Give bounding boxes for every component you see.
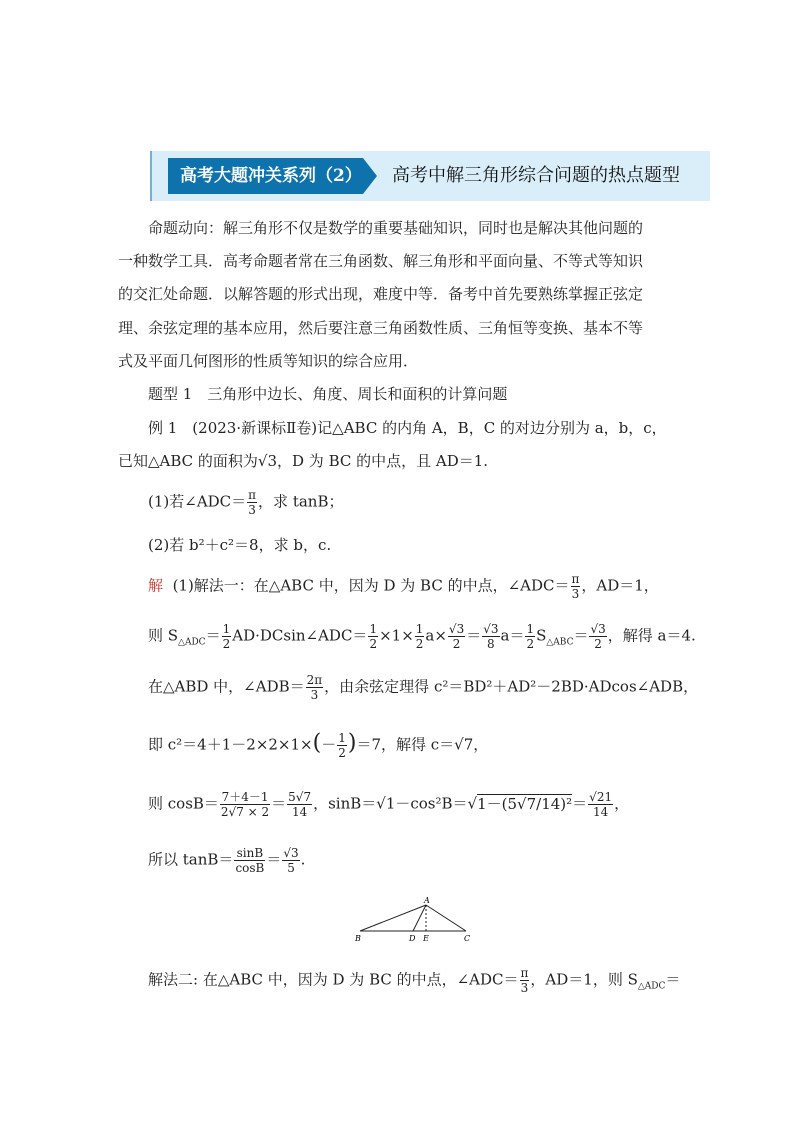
solution-line-7: 解法二: 在△ABC 中，因为 D 为 BC 的中点，∠ADC＝ $\frac{\pi}{3}$ ，AD＝1，则 $S_{\triangle ADC}=$ — [148, 966, 681, 995]
label-c: C — [464, 934, 471, 943]
solution-line-1: 解 (1)解法一：在△ABC 中，因为 D 为 BC 的中点，∠ADC＝ $\frac{\pi}{3}$ ，AD＝1， — [148, 572, 659, 601]
intro-line-3: 的交汇处命题．以解答题的形式出现，难度中等．备考中首先要熟练掌握正弦定 — [118, 285, 644, 303]
intro-line-4: 理、余弦定理的基本应用，然后要注意三角函数性质、三角恒等变换、基本不等 — [118, 319, 644, 337]
label-e: E — [423, 934, 429, 943]
example-line-2: 已知△ABC 的面积为√3，D 为 BC 的中点，且 AD＝1. — [118, 452, 489, 470]
fraction-pi-over-3: $\frac{\pi}{3}$ — [248, 488, 257, 517]
solution-line-2: 则 $S_{\triangle ADC}=$ $\frac{1}{2}$ AD·DCsin∠ADC＝ $\frac{1}{2}$ ×1× $\frac{1}{2}$ a× $\frac{√3}{2}$ ＝ $\frac{√3}{8}$ a＝ $\frac{1}{2}$ $S_{\triangle ABC}=$ $\frac{√3}{2}$ ，解得 a＝4. — [148, 622, 696, 651]
label-b: B — [355, 934, 361, 943]
intro-line-2: 一种数学工具．高考命题者常在三角函数、解三角形和平面向量、不等式等知识 — [118, 252, 644, 270]
triangle-figure — [354, 893, 474, 945]
label-d: D — [409, 934, 416, 943]
tag-arrow-icon — [363, 158, 377, 194]
solution-line-6: 所以 tanB＝ $\frac{\sin B}{\cos B}$ ＝ $\frac{√3}{5}$ . — [148, 846, 306, 875]
intro-line-1: 命题动向：解三角形不仅是数学的重要基础知识，同时也是解决其他问题的 — [148, 219, 644, 237]
solution-line-5: 则 cosB＝ $\frac{7+4-1}{2√7 \times 2}$ ＝ $\frac{5√7}{14}$ ，sinB＝√1－cos²B＝√1－(5√7/14)²＝ $\frac{√21}{14}$ ， — [148, 790, 630, 819]
banner-title: 高考中解三角形综合问题的热点题型 — [392, 165, 680, 186]
question-1: (1)若∠ADC＝ $\frac{\pi}{3}$ ，求 tanB； — [148, 488, 344, 517]
solution-line-3: 在△ABD 中，∠ADB＝ $\frac{2\pi}{3}$ ，由余弦定理得 c²＝BD²＋AD²－2BD·ADcos∠ADB， — [148, 673, 699, 702]
label-a: A — [424, 896, 430, 905]
intro-line-5: 式及平面几何图形的性质等知识的综合应用． — [118, 352, 419, 370]
side-ab — [360, 905, 426, 931]
solution-label: 解 — [148, 576, 164, 595]
series-tag: 高考大题冲关系列（2） — [168, 158, 363, 194]
side-ac — [426, 905, 466, 931]
banner-accent — [150, 151, 170, 201]
type-heading: 题型 1 三角形中边长、角度、周长和面积的计算问题 — [148, 385, 508, 403]
solution-line-4: 即 c²＝4＋1－2×2×1×(－ $\frac{1}{2}$ )＝7，解得 c＝√7， — [148, 730, 489, 760]
question-2: (2)若 b²＋c²＝8，求 b，c. — [148, 536, 332, 554]
example-line-1: 例 1 (2023·新课标Ⅱ卷)记△ABC 的内角 A，B，C 的对边分别为 a，b，c， — [148, 419, 667, 437]
